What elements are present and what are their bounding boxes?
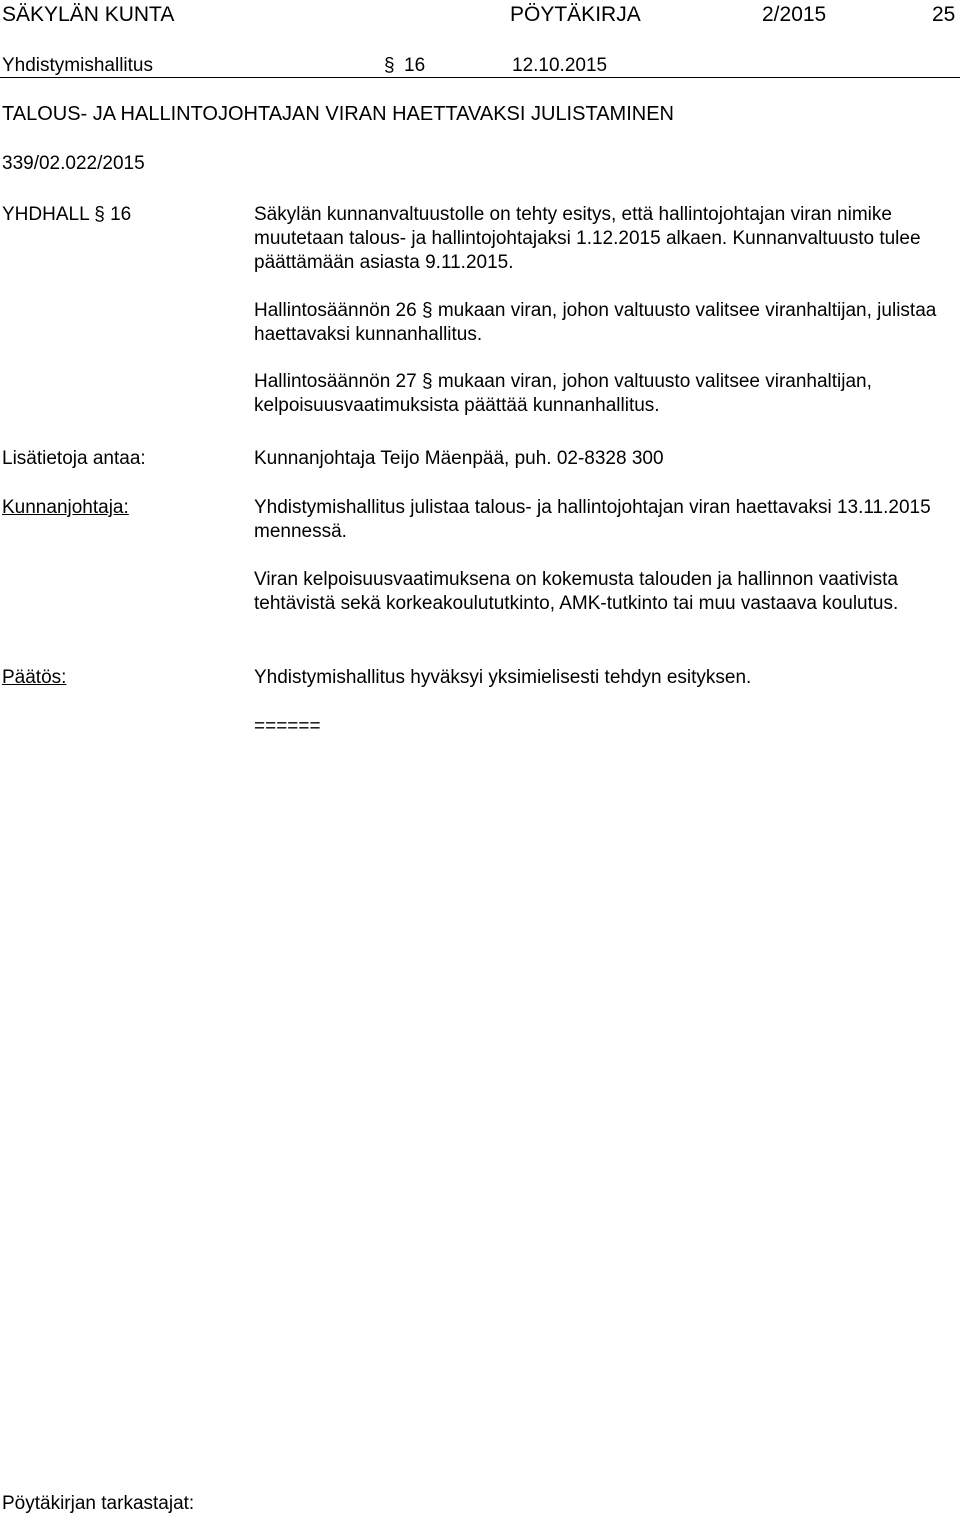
item-label-prefix: YHDHALL [2,204,89,225]
section-symbol-inline: § [421,300,433,321]
item-paragraph-3-rest: mukaan viran, johon valtuusto valitsee viranhaltijan, kelpoisuusvaatimuksista päättää kunnanhallitus. [254,371,872,416]
item-label-number: 16 [110,204,132,225]
item-paragraph-2-rest: mukaan viran, johon valtuusto valitsee viranhaltijan, julistaa haettavaksi kunnanhallitus. [254,300,937,345]
section-number: 16 [404,55,426,76]
info-value: Kunnanjohtaja Teijo Mäenpää, puh. 02-8328 300 [254,448,664,469]
doc-number: 2/2015 [762,3,827,26]
doc-type: PÖYTÄKIRJA [510,3,641,26]
page-number: 25 [932,3,956,26]
item-paragraph-2-start: Hallintosäännön 26 [254,300,417,321]
decision-label: Päätös: [2,667,67,688]
proposal-paragraph-2: Viran kelpoisuusvaatimuksena on kokemusta talouden ja hallinnon vaativista tehtävistä sekä korkeakoulututkinto, AMK-tutkinto tai muu vastaava koulutus. [254,569,899,614]
item-paragraph-3-start: Hallintosäännön 27 [254,371,417,392]
proposal-paragraph-1: Yhdistymishallitus julistaa talous- ja hallintojohtajan viran haettavaksi 13.11.2015 mennessä. [254,497,931,542]
separator: ====== [254,716,321,737]
decision-text: Yhdistymishallitus hyväksyi yksimielisesti tehdyn esityksen. [254,667,752,688]
item-label [2,203,131,227]
meeting-body: Yhdistymishallitus [2,55,153,76]
page-title: TALOUS- JA HALLINTOJOHTAJAN VIRAN HAETTAVAKSI JULISTAMINEN [2,103,674,125]
item-paragraph-1: Säkylän kunnanvaltuustolle on tehty esitys, että hallintojohtajan viran nimike muutetaan talous- ja hallintojohtajaksi 1.12.2015 alkaen. Kunnanvaltuusto tulee päättämään asiasta 9.11.2015. [254,204,921,273]
item-label-symbol: § [94,204,105,225]
item-paragraph-2 [254,299,954,347]
header-rule [0,77,960,78]
section-symbol: § [384,55,395,76]
reference-number: 339/02.022/2015 [2,153,145,174]
meeting-date: 12.10.2015 [512,55,608,76]
section-symbol-inline: § [421,371,433,392]
proposal-label: Kunnanjohtaja: [2,497,129,518]
item-paragraph-3 [254,370,954,418]
footer-reviewers: Pöytäkirjan tarkastajat: [2,1493,195,1514]
info-label: Lisätietoja antaa: [2,448,146,469]
org-name: SÄKYLÄN KUNTA [2,3,175,26]
